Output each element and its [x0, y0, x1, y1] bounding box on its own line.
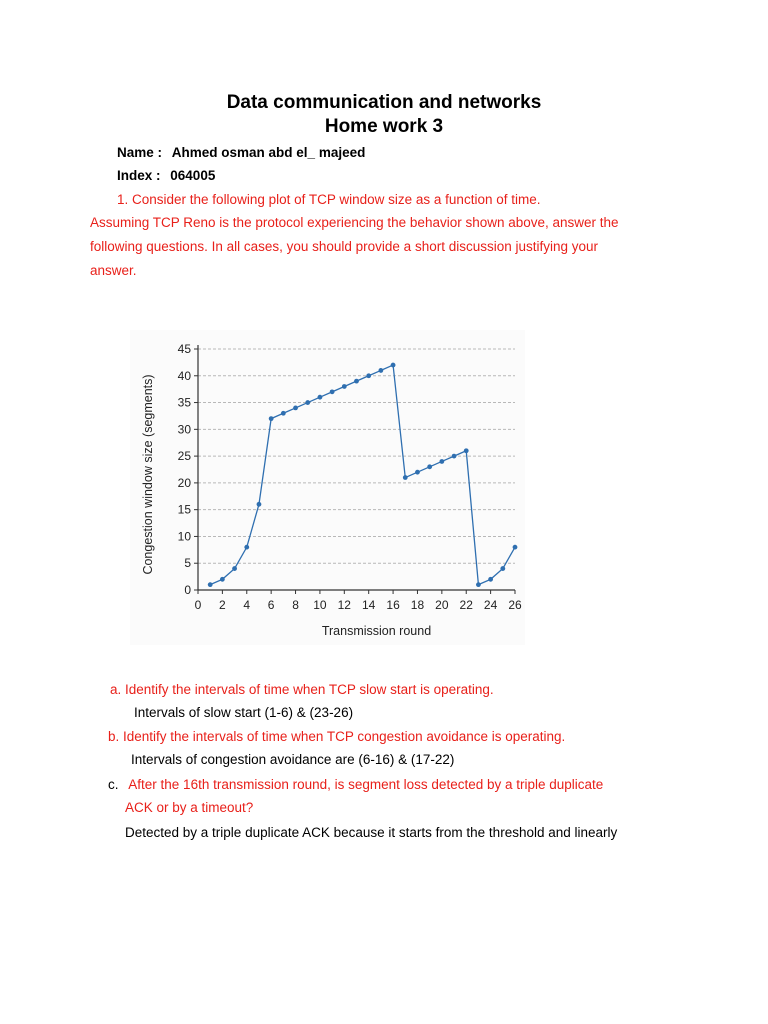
data-point [464, 448, 469, 453]
x-tick-label: 2 [219, 598, 226, 612]
x-tick-label: 10 [313, 598, 327, 612]
data-point [439, 459, 444, 464]
series-line [210, 365, 515, 585]
data-point [232, 566, 237, 571]
tcp-window-chart [130, 330, 525, 645]
data-point [403, 475, 408, 480]
chart-svg [130, 330, 525, 645]
data-point [378, 368, 383, 373]
x-tick-label: 26 [508, 598, 522, 612]
question-c-prefix: c. [108, 777, 119, 792]
data-point [281, 411, 286, 416]
answer-a: Intervals of slow start (1-6) & (23-26) [134, 705, 354, 720]
document-title: Data communication and networks [226, 92, 542, 113]
question-text-line-3: answer. [90, 263, 137, 278]
data-point [220, 577, 225, 582]
x-tick-label: 4 [243, 598, 251, 612]
data-point [342, 384, 347, 389]
question-c-line-2: ACK or by a timeout? [125, 800, 254, 815]
y-tick-label: 45 [177, 342, 191, 356]
data-point [318, 395, 323, 400]
data-point [513, 545, 518, 550]
x-tick-label: 0 [194, 598, 202, 612]
answer-b: Intervals of congestion avoidance are (6-16) & (17-22) [131, 752, 455, 767]
data-point [293, 406, 298, 411]
data-point [354, 379, 359, 384]
data-point [305, 400, 310, 405]
data-point [427, 464, 432, 469]
question-text-line-2: following questions. In all cases, you should provide a short discussion justifying your [90, 239, 599, 254]
data-point [208, 582, 213, 587]
data-point [415, 470, 420, 475]
x-tick-label: 18 [410, 598, 425, 612]
data-point [269, 416, 274, 421]
y-tick-label: 35 [177, 395, 191, 410]
data-point [257, 502, 262, 507]
x-axis-label: Transmission round [321, 624, 432, 638]
x-tick-label: 6 [267, 598, 275, 612]
data-point [330, 389, 335, 394]
index-value: 064005 [170, 168, 216, 183]
y-tick-label: 15 [177, 502, 191, 517]
name-row [117, 145, 365, 160]
question-c-row [108, 777, 603, 792]
index-label: Index : [117, 168, 161, 183]
question-text-line-1: Assuming TCP Reno is the protocol experiencing the behavior shown above, answer the [90, 215, 619, 230]
data-point [452, 454, 457, 459]
data-point [244, 545, 249, 550]
document-subtitle: Home work 3 [324, 116, 444, 137]
data-point [500, 566, 505, 571]
x-tick-label: 8 [292, 598, 299, 612]
name-value: Ahmed osman abd el_ majeed [171, 145, 366, 160]
x-tick-label: 12 [337, 598, 351, 612]
y-tick-label: 40 [177, 368, 191, 383]
y-tick-label: 25 [177, 449, 191, 464]
y-tick-label: 5 [184, 556, 191, 571]
x-tick-label: 20 [435, 598, 449, 612]
name-label: Name : [117, 145, 163, 160]
data-point [488, 577, 493, 582]
y-tick-label: 10 [177, 529, 191, 544]
data-point [366, 373, 371, 378]
data-point [391, 363, 396, 368]
x-tick-label: 16 [386, 598, 400, 612]
y-axis-label: Congestion window size (segments) [141, 374, 155, 575]
x-tick-label: 24 [483, 598, 498, 612]
question-c-line-1: After the 16th transmission round, is segment loss detected by a triple duplicate [128, 777, 604, 792]
question-a: a. Identify the intervals of time when TCP slow start is operating. [110, 682, 494, 697]
answer-c: Detected by a triple duplicate ACK because it starts from the threshold and linearly [125, 825, 618, 840]
y-tick-label: 30 [177, 422, 191, 437]
question-b: b. Identify the intervals of time when TCP congestion avoidance is operating. [108, 729, 566, 744]
question-intro: 1. Consider the following plot of TCP window size as a function of time. [117, 192, 541, 207]
data-point [476, 582, 481, 587]
y-tick-label: 20 [177, 475, 191, 490]
index-row [117, 168, 215, 183]
y-tick-label: 0 [184, 583, 191, 597]
x-tick-label: 22 [459, 598, 473, 612]
x-tick-label: 14 [362, 598, 376, 612]
